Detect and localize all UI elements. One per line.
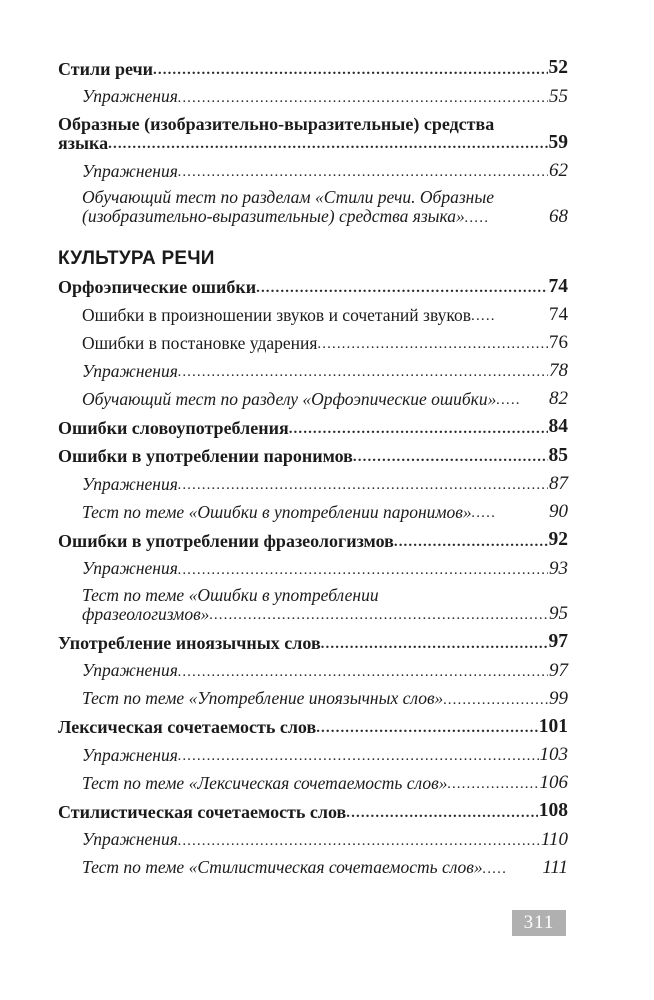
toc-dot-leader	[178, 560, 548, 578]
toc-page-number: 110	[540, 828, 568, 850]
toc-dot-leader	[178, 88, 548, 106]
toc-entry[interactable]	[82, 333, 568, 352]
toc-entry-title-continued: фразеологизмов»	[82, 603, 210, 624]
toc-entry-title: Обучающий тест по разделам «Стили речи. Образные	[82, 187, 494, 207]
toc-entry[interactable]	[82, 745, 568, 764]
toc-page-number: 84	[548, 416, 568, 437]
toc-entry-title: Ошибки в постановке ударения	[82, 332, 318, 353]
toc-entry[interactable]	[58, 58, 568, 78]
toc-entry-title: Употребление иноязычных слов	[58, 632, 321, 653]
toc-page-number: 76	[549, 332, 568, 353]
toc-entry[interactable]	[58, 115, 568, 153]
toc-entry-title: Тест по теме «Ошибки в употреблении	[82, 584, 379, 605]
toc-entry-title: Образные (изобразительно-выразительные) средства	[58, 113, 495, 134]
toc-entry-title: Упражнения	[82, 86, 178, 106]
toc-dot-leader	[108, 134, 547, 152]
toc-dot-leader	[178, 476, 548, 494]
toc-entry[interactable]	[82, 661, 568, 680]
toc-page-number: 74	[548, 275, 568, 297]
toc-entry-title: Стилистическая сочетаемость слов	[58, 801, 347, 822]
toc-page-number: 108	[538, 800, 568, 821]
toc-dot-leader	[153, 60, 547, 78]
toc-page-number: 87	[549, 473, 568, 494]
toc-entry-title: Упражнения	[82, 558, 178, 578]
toc-dot-leader	[256, 278, 547, 296]
toc-entry[interactable]	[82, 858, 568, 877]
toc-entry[interactable]	[82, 584, 568, 624]
toc-entry-title: Тест по теме «Употребление иноязычных слов»	[82, 688, 444, 708]
toc-dot-leader	[209, 606, 548, 624]
toc-entry-title: Упражнения	[82, 360, 178, 381]
toc-entry-lastline	[82, 604, 568, 623]
toc-entry-title: Стили речи	[58, 58, 154, 79]
toc-dot-leader	[483, 859, 542, 877]
toc-dot-leader	[178, 363, 548, 381]
toc-dot-leader	[443, 690, 548, 708]
toc-entry-title: Тест по теме «Лексическая сочетаемость слов»	[82, 772, 448, 793]
toc-page-number: 62	[549, 160, 568, 181]
toc-page-number: 99	[549, 687, 568, 709]
toc-entry[interactable]	[82, 161, 568, 180]
toc-entry[interactable]	[82, 305, 568, 324]
toc-entry-title: Лексическая сочетаемость слов	[58, 717, 317, 737]
toc-entry-title: Ошибки в употреблении паронимов	[58, 446, 353, 466]
toc-page-number: 59	[548, 131, 568, 153]
toc-dot-leader	[178, 662, 548, 680]
toc-part-heading: КУЛЬТУРА РЕЧИ	[58, 247, 215, 269]
toc-entry-title: Упражнения	[82, 829, 178, 849]
toc-dot-leader	[316, 718, 538, 736]
toc-entry-title: Обучающий тест по разделу «Орфоэпические ошибки»	[82, 388, 497, 409]
toc-entry-title: Ошибки словоупотребления	[58, 417, 289, 438]
page-folio	[512, 910, 566, 936]
toc-dot-leader	[447, 775, 538, 793]
toc-entry[interactable]	[82, 474, 568, 493]
toc-entry[interactable]	[82, 361, 568, 380]
toc-entry[interactable]	[58, 446, 568, 466]
folio-number: 311	[523, 912, 555, 933]
toc-entry-title: Орфоэпические ошибки	[58, 277, 257, 297]
toc-dot-leader	[465, 208, 548, 226]
toc-dot-leader	[353, 447, 548, 465]
toc-page-number: 55	[549, 85, 568, 107]
toc-entry-title-continued: (изобразительно-выразительные) средства языка»	[82, 206, 465, 226]
toc-page-number: 68	[549, 205, 568, 227]
toc-page-number: 78	[549, 360, 568, 381]
toc-page-number: 111	[542, 856, 568, 878]
toc-dot-leader	[321, 634, 548, 652]
toc-entry[interactable]	[58, 530, 568, 550]
toc-entry[interactable]	[58, 632, 568, 652]
toc-dot-leader	[346, 803, 537, 821]
toc-entry-lastline	[58, 133, 568, 153]
toc-page-number: 92	[548, 529, 568, 550]
toc-entry[interactable]	[82, 502, 568, 521]
toc-entry-title: Упражнения	[82, 744, 178, 765]
toc-dot-leader	[496, 391, 548, 409]
toc-page-number: 82	[549, 388, 568, 409]
toc-dot-leader	[289, 419, 548, 437]
toc-entry-title-continued: языка	[58, 133, 109, 153]
toc-entry-title: Упражнения	[82, 160, 178, 181]
toc-dot-leader	[178, 163, 548, 181]
toc-entry-title: Упражнения	[82, 660, 178, 680]
toc-entry[interactable]	[82, 559, 568, 578]
toc-entry[interactable]	[58, 277, 568, 297]
toc-entry-title: Ошибки в произношении звуков и сочетаний звуков	[82, 304, 471, 325]
toc-dot-leader	[317, 335, 548, 353]
toc-page-number: 97	[549, 659, 568, 681]
toc-entry[interactable]	[82, 773, 568, 792]
table-of-contents	[58, 58, 568, 886]
toc-entry[interactable]	[58, 417, 568, 437]
toc-page-number: 93	[549, 557, 568, 579]
toc-page-number: 103	[539, 744, 568, 765]
toc-entry[interactable]	[82, 689, 568, 708]
toc-dot-leader	[394, 532, 548, 550]
toc-entry[interactable]	[82, 389, 568, 408]
toc-page-number: 101	[538, 715, 568, 737]
toc-entry-title: Тест по теме «Ошибки в употреблении паронимов»	[82, 501, 472, 522]
toc-dot-leader	[472, 504, 548, 522]
toc-dot-leader	[178, 747, 539, 765]
toc-page-number: 74	[549, 304, 568, 325]
toc-page-number: 52	[548, 57, 568, 78]
toc-dot-leader	[178, 831, 540, 849]
toc-entry[interactable]	[82, 830, 568, 849]
toc-page-number: 97	[548, 631, 568, 652]
toc-entry-title: Упражнения	[82, 473, 178, 494]
toc-dot-leader	[471, 307, 548, 325]
toc-entry-title: Тест по теме «Стилистическая сочетаемость слов»	[82, 857, 483, 877]
toc-entry-title: Ошибки в употреблении фразеологизмов	[58, 530, 394, 551]
toc-page-number: 85	[548, 444, 568, 466]
toc-entry-lastline	[82, 207, 568, 226]
toc-page-number: 106	[539, 772, 568, 793]
toc-entry[interactable]	[58, 801, 568, 821]
toc-page-number: 90	[549, 501, 568, 522]
toc-entry[interactable]	[58, 717, 568, 737]
toc-entry[interactable]	[82, 87, 568, 106]
toc-entry[interactable]	[82, 189, 568, 226]
toc-page-number: 95	[549, 603, 568, 624]
